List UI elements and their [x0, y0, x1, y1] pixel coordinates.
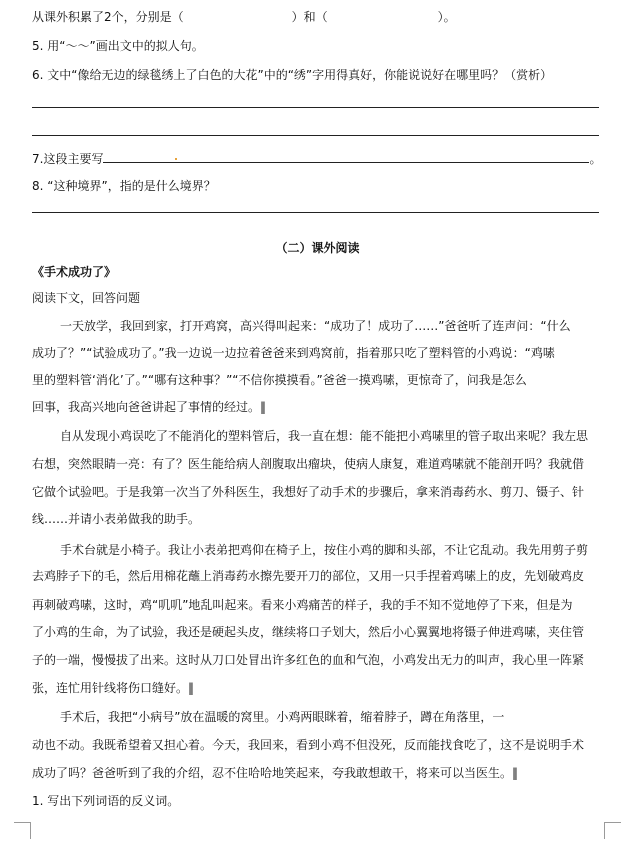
paragraph-line: 再刺破鸡嗉，这时，鸡“叽叽”地乱叫起来。看来小鸡痛苦的样子，我的手不知不觉地停了下来，但是为 — [32, 598, 573, 612]
paragraph-line: 回事，我高兴地向爸爸讲起了事情的经过。‖ — [32, 400, 267, 414]
story-title: 《手术成功了》 — [32, 265, 117, 279]
answer-blank[interactable] — [103, 150, 589, 163]
paragraph-line: 去鸡脖子下的毛，然后用棉花蘸上消毒药水擦先要开刀的部位，又用一只手捏着鸡嗉上的皮，先划破鸡皮 — [32, 569, 585, 583]
question-7-label: 7.这段主要写 — [32, 152, 104, 166]
question-7-end: 。 — [589, 152, 602, 166]
question-6 — [32, 67, 552, 83]
question-8: 8. “这种境界”，指的是什么境界？ — [32, 179, 216, 193]
question-continued — [32, 9, 456, 25]
question-text: ）和（ — [291, 10, 328, 24]
paragraph-line: 了小鸡的生命，为了试验，我还是硬起头皮，继续将口子划大，然后小心翼翼地将镊子伸进鸡嗉，夹住管 — [32, 625, 585, 639]
question-5: 5. 用“～～”画出文中的拟人句。 — [32, 39, 204, 53]
paragraph-line: 线……并请小表弟做我的助手。 — [32, 512, 201, 526]
cursor-mark — [175, 158, 177, 160]
paragraph-line: 成功了？”“试验成功了。”我一边说一边拉着爸爸来到鸡窝前，指着那只吃了塑料管的小鸡说：“鸡嗉 — [32, 346, 555, 360]
question-1: 1. 写出下列词语的反义词。 — [32, 794, 180, 808]
question-7 — [32, 150, 601, 167]
instruction: 阅读下文，回答问题 — [32, 291, 141, 305]
paragraph-line: 子的一端，慢慢拔了出来。这时从刀口处冒出许多红色的血和气泡，小鸡发出无力的叫声，我心里一阵紧 — [32, 653, 585, 667]
question-6-text: 6. 文中“像给无边的绿毯绣上了白色的大花”中的“绣”字用得真好，你能说说好在哪里吗？（赏析） — [32, 68, 553, 82]
paragraph-line: 里的塑料管‘消化’了。”“哪有这种事？”“不信你摸摸看。”爸爸一摸鸡嗉，更惊奇了，问我是怎么 — [32, 373, 527, 387]
paragraph-line: 右想，突然眼睛一亮：有了？医生能给病人剖腹取出瘤块，使病人康复，难道鸡嗉就不能剖开吗？我就借 — [32, 457, 585, 471]
question-text: ）。 — [437, 10, 456, 24]
answer-line[interactable] — [32, 212, 599, 213]
paragraph-line: 一天放学，我回到家，打开鸡窝，高兴得叫起来：“成功了！成功了……”爸爸听了连声问：“什么 — [60, 319, 571, 333]
paragraph-line: 自从发现小鸡误吃了不能消化的塑料管后，我一直在想：能不能把小鸡嗉里的管子取出来呢？我左思 — [60, 429, 589, 443]
paragraph-line: 张，连忙用针线将伤口缝好。‖ — [32, 681, 195, 695]
question-text: 从课外积累了2个，分别是（ — [32, 10, 184, 24]
corner-mark-bottom-left — [14, 822, 31, 839]
paragraph-line: 成功了吗？爸爸听到了我的介绍，忍不住哈哈地笑起来，夸我敢想敢干，将来可以当医生。‖ — [32, 766, 519, 780]
paragraph-line: 手术后，我把“小病号”放在温暖的窝里。小鸡两眼眯着，缩着脖子，蹲在角落里，一 — [60, 710, 505, 724]
corner-mark-bottom-right — [604, 822, 621, 839]
paragraph-line: 它做个试验吧。于是我第一次当了外科医生，我想好了动手术的步骤后，拿来消毒药水、剪刀、镊子、针 — [32, 485, 585, 499]
paragraph-line: 动也不动。我既希望着又担心着。今天，我回来，看到小鸡不但没死，反而能找食吃了，这不是说明手术 — [32, 738, 585, 752]
paragraph-line: 手术台就是小椅子。我让小表弟把鸡仰在椅子上，按住小鸡的脚和头部，不让它乱动。我先用剪子剪 — [60, 543, 589, 557]
answer-line[interactable] — [32, 135, 599, 136]
answer-line[interactable] — [32, 107, 599, 108]
section-title: （二）课外阅读 — [275, 241, 360, 255]
